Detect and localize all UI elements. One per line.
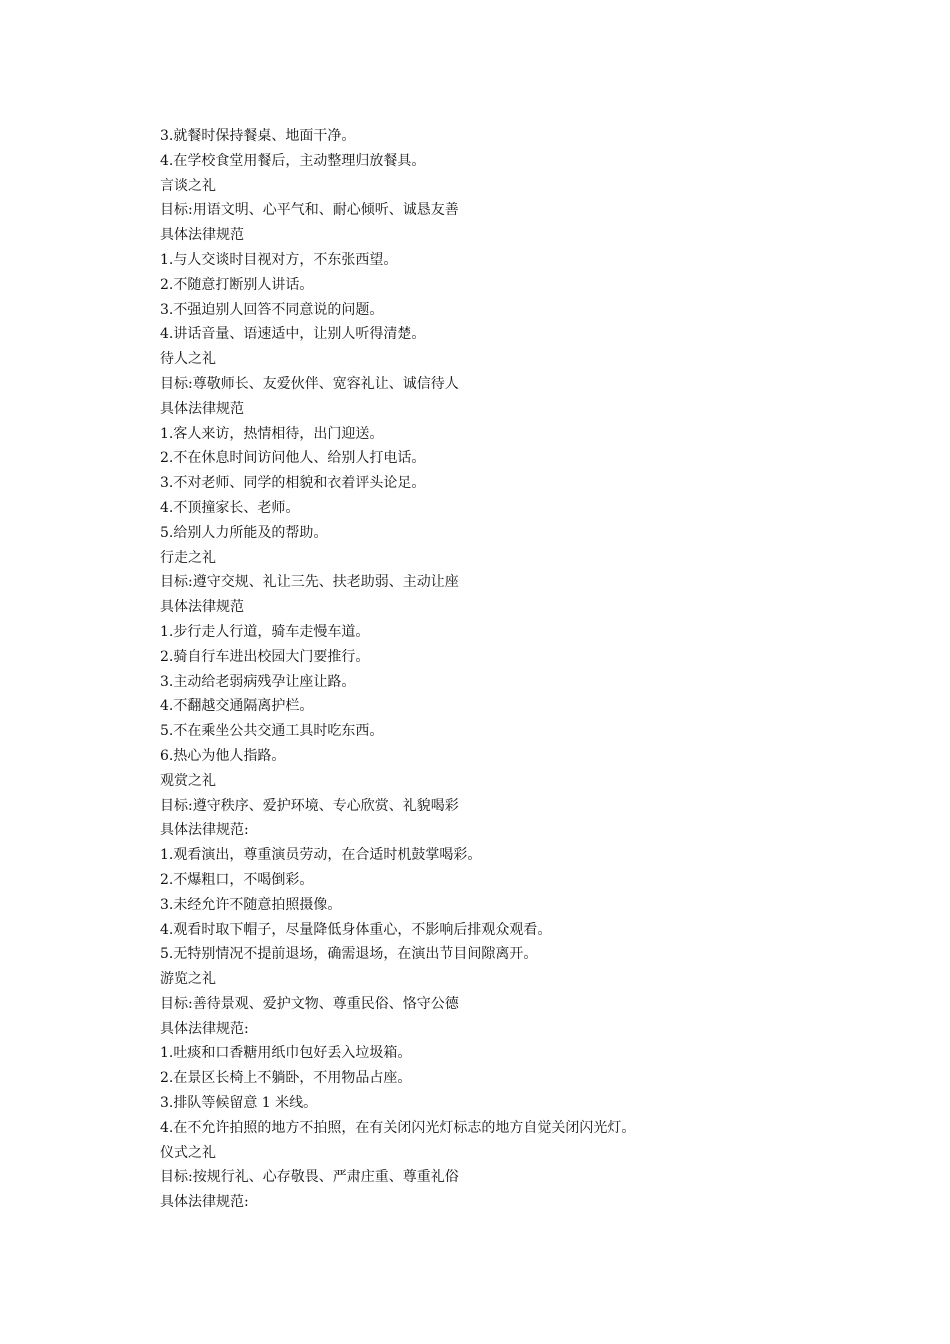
section-heading: 观赏之礼 — [160, 772, 216, 789]
section-goal: 目标:用语文明、心平气和、耐心倾听、诚恳友善 — [160, 202, 459, 219]
section-goal: 目标:遵守交规、礼让三先、扶老助弱、主动让座 — [160, 574, 459, 591]
rule-item: 2.不随意打断别人讲话。 — [160, 276, 314, 293]
rule-item: 3.不强迫别人回答不同意说的问题。 — [160, 301, 384, 318]
rule-item: 1.观看演出，尊重演员劳动，在合适时机鼓掌喝彩。 — [160, 847, 482, 864]
section-goal: 目标:善待景观、爱护文物、尊重民俗、恪守公德 — [160, 995, 459, 1012]
rules-subheading: 具体法律规范: — [160, 1020, 249, 1037]
section-heading: 言谈之礼 — [160, 177, 216, 194]
rule-item: 4.在不允许拍照的地方不拍照，在有关闭闪光灯标志的地方自觉关闭闪光灯。 — [160, 1119, 636, 1136]
rule-item: 5.无特别情况不提前退场，确需退场，在演出节目间隙离开。 — [160, 946, 538, 963]
rule-item: 4.讲话音量、语速适中，让别人听得清楚。 — [160, 326, 426, 343]
rule-item: 2.不在休息时间访问他人、给别人打电话。 — [160, 450, 426, 467]
rule-item: 3.未经允许不随意拍照摄像。 — [160, 896, 342, 913]
rules-subheading: 具体法律规范: — [160, 822, 249, 839]
rules-subheading: 具体法律规范: — [160, 1194, 249, 1211]
section-heading: 游览之礼 — [160, 971, 216, 988]
section-goal: 目标:按规行礼、心存敬畏、严肃庄重、尊重礼俗 — [160, 1169, 459, 1186]
rule-item: 5.给别人力所能及的帮助。 — [160, 524, 328, 541]
rule-item: 3.就餐时保持餐桌、地面干净。 — [160, 128, 356, 144]
rule-item: 2.骑自行车进出校园大门要推行。 — [160, 648, 370, 665]
rule-item: 4.不顶撞家长、老师。 — [160, 499, 300, 516]
section-heading: 仪式之礼 — [160, 1144, 216, 1161]
rule-item: 3.主动给老弱病残孕让座让路。 — [160, 673, 356, 690]
rule-item: 3.不对老师、同学的相貌和衣着评头论足。 — [160, 475, 426, 492]
rule-item: 1.客人来访，热情相待，出门迎送。 — [160, 425, 384, 442]
rule-item: 6.热心为他人指路。 — [160, 747, 286, 764]
rule-item: 1.步行走人行道，骑车走慢车道。 — [160, 623, 370, 640]
rule-item: 5.不在乘坐公共交通工具时吃东西。 — [160, 723, 384, 740]
rule-item: 4.观看时取下帽子，尽量降低身体重心，不影响后排观众观看。 — [160, 921, 552, 938]
rule-item: 2.在景区长椅上不躺卧，不用物品占座。 — [160, 1070, 412, 1087]
rules-subheading: 具体法律规范 — [160, 400, 244, 417]
section-goal: 目标:遵守秩序、爱护环境、专心欣赏、礼貌喝彩 — [160, 797, 459, 814]
rule-item: 3.排队等候留意 1 米线。 — [160, 1095, 318, 1112]
rule-item: 4.不翻越交通隔离护栏。 — [160, 698, 314, 715]
rules-subheading: 具体法律规范 — [160, 599, 244, 616]
section-heading: 待人之礼 — [160, 351, 216, 368]
rule-item: 2.不爆粗口，不喝倒彩。 — [160, 871, 314, 888]
rule-item: 1.吐痰和口香糖用纸巾包好丢入垃圾箱。 — [160, 1045, 412, 1062]
section-heading: 行走之礼 — [160, 549, 216, 566]
rules-subheading: 具体法律规范 — [160, 227, 244, 244]
section-goal: 目标:尊敬师长、友爱伙伴、宽容礼让、诚信待人 — [160, 375, 459, 392]
rule-item: 4.在学校食堂用餐后，主动整理归放餐具。 — [160, 152, 426, 169]
rule-item: 1.与人交谈时目视对方，不东张西望。 — [160, 251, 398, 268]
document-body — [160, 124, 880, 1215]
